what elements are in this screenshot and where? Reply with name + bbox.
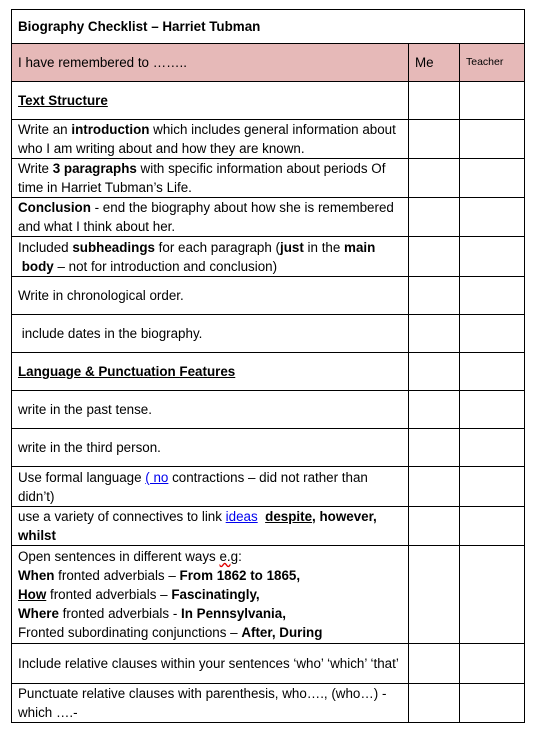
table-row: [12, 237, 525, 277]
section-row: [12, 353, 525, 391]
me-check-cell[interactable]: [409, 391, 460, 429]
title-row: [12, 10, 525, 44]
table-row: [12, 429, 525, 467]
teacher-check-cell[interactable]: [460, 429, 525, 467]
me-check-cell[interactable]: [409, 82, 460, 120]
me-check-cell[interactable]: [409, 315, 460, 353]
table-row: [12, 315, 525, 353]
teacher-check-cell[interactable]: [460, 277, 525, 315]
teacher-check-cell[interactable]: [460, 507, 525, 546]
table-row: [12, 277, 525, 315]
criterion-dates: include dates in the biography.: [12, 315, 409, 353]
teacher-check-cell[interactable]: [460, 120, 525, 159]
table-row: [12, 546, 525, 644]
criterion-connectives: use a variety of connectives to link ideas despite, however, whilst: [12, 507, 409, 546]
table-row: [12, 159, 525, 198]
teacher-check-cell[interactable]: [460, 159, 525, 198]
me-check-cell[interactable]: [409, 684, 460, 723]
criterion-past-tense: write in the past tense.: [12, 391, 409, 429]
me-check-cell[interactable]: [409, 546, 460, 644]
table-row: [12, 507, 525, 546]
me-check-cell[interactable]: [409, 237, 460, 277]
section-heading-language: Language & Punctuation Features: [12, 353, 409, 391]
me-check-cell[interactable]: [409, 120, 460, 159]
teacher-check-cell[interactable]: [460, 644, 525, 684]
criterion-subheadings: Included subheadings for each paragraph (just in the main body – not for introduction and conclusion): [12, 237, 409, 277]
teacher-check-cell[interactable]: [460, 684, 525, 723]
me-check-cell[interactable]: [409, 644, 460, 684]
me-check-cell[interactable]: [409, 159, 460, 198]
criterion-open-sentences: Open sentences in different ways e.g: When fronted adverbials – From 1862 to 1865, How fronted adverbials – Fascinatingly, Where fronted adverbials - In Pennsylvania, Fronted subordinating conjunctions – After, During: [12, 546, 409, 644]
teacher-check-cell[interactable]: [460, 467, 525, 507]
table-row: [12, 120, 525, 159]
me-check-cell[interactable]: [409, 277, 460, 315]
teacher-column-header: Teacher: [460, 44, 525, 82]
me-check-cell[interactable]: [409, 198, 460, 237]
me-check-cell[interactable]: [409, 467, 460, 507]
me-check-cell[interactable]: [409, 507, 460, 546]
criterion-introduction: Write an introduction which includes general information about who I am writing about and how they are known.: [12, 120, 409, 159]
criterion-chronological: Write in chronological order.: [12, 277, 409, 315]
teacher-check-cell[interactable]: [460, 237, 525, 277]
checklist-table: [11, 9, 525, 723]
table-row: [12, 391, 525, 429]
criterion-punctuate-relative: Punctuate relative clauses with parenthesis, who…., (who…) -which ….-: [12, 684, 409, 723]
criterion-paragraphs: Write 3 paragraphs with specific information about periods Of time in Harriet Tubman’s Life.: [12, 159, 409, 198]
teacher-check-cell[interactable]: [460, 198, 525, 237]
criterion-formal-language: Use formal language ( no contractions – did not rather than didn’t): [12, 467, 409, 507]
table-row: [12, 684, 525, 723]
section-row: [12, 82, 525, 120]
header-row: [12, 44, 525, 82]
table-row: [12, 198, 525, 237]
teacher-check-cell[interactable]: [460, 82, 525, 120]
criterion-third-person: write in the third person.: [12, 429, 409, 467]
me-column-header: Me: [409, 44, 460, 82]
teacher-check-cell[interactable]: [460, 315, 525, 353]
table-row: [12, 644, 525, 684]
me-check-cell[interactable]: [409, 353, 460, 391]
table-row: [12, 467, 525, 507]
teacher-check-cell[interactable]: [460, 391, 525, 429]
me-check-cell[interactable]: [409, 429, 460, 467]
prompt-header: I have remembered to ……..: [12, 44, 409, 82]
teacher-check-cell[interactable]: [460, 353, 525, 391]
page-title: Biography Checklist – Harriet Tubman: [12, 10, 525, 44]
teacher-check-cell[interactable]: [460, 546, 525, 644]
criterion-conclusion: Conclusion - end the biography about how she is remembered and what I think about her.: [12, 198, 409, 237]
section-heading-text-structure: Text Structure: [12, 82, 409, 120]
criterion-relative-clauses: Include relative clauses within your sentences ‘who’ ‘which’ ‘that’: [12, 644, 409, 684]
